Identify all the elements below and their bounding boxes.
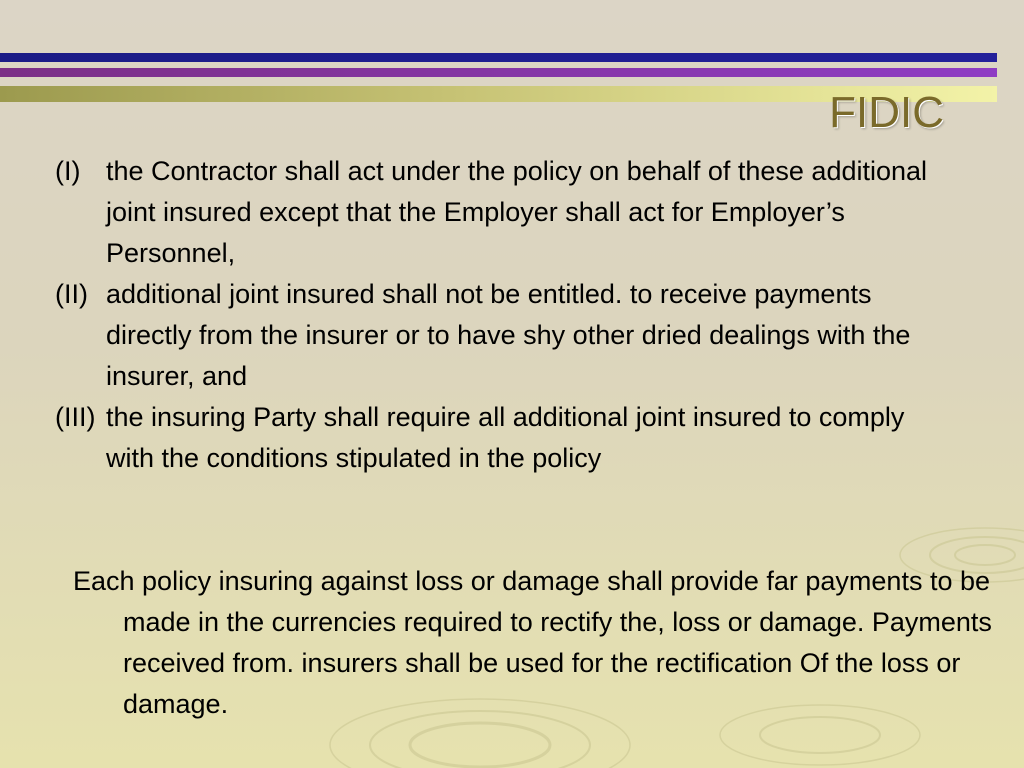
header-stripe-purple	[0, 68, 997, 77]
list-item	[55, 274, 955, 397]
list-item-number: (II)	[55, 279, 88, 309]
list-item-text: the Contractor shall act under the policy on behalf of these additional joint insured except that the Employer shall act for Employer’s Personnel,	[106, 156, 928, 268]
list-item	[55, 397, 955, 479]
slide-title: FIDIC	[829, 88, 944, 137]
list-item-number: (III)	[55, 402, 96, 432]
header-stripe-navy	[0, 53, 997, 62]
list-item-text: the insuring Party shall require all additional joint insured to comply with the conditions stipulated in the policy	[106, 402, 905, 473]
list-item-number: (I)	[55, 156, 81, 186]
list-item	[55, 151, 955, 274]
list-item-text: additional joint insured shall not be entitled. to receive payments directly from the insurer or to have shy other dried dealings with the insurer, and	[106, 279, 911, 391]
body-paragraph: Each policy insuring against loss or damage shall provide far payments to be made in the currencies required to rectify the, loss or damage. Payments received from. insurers shall be used for the rectification Of the loss or damage.	[73, 566, 992, 719]
numbered-list	[55, 151, 955, 479]
